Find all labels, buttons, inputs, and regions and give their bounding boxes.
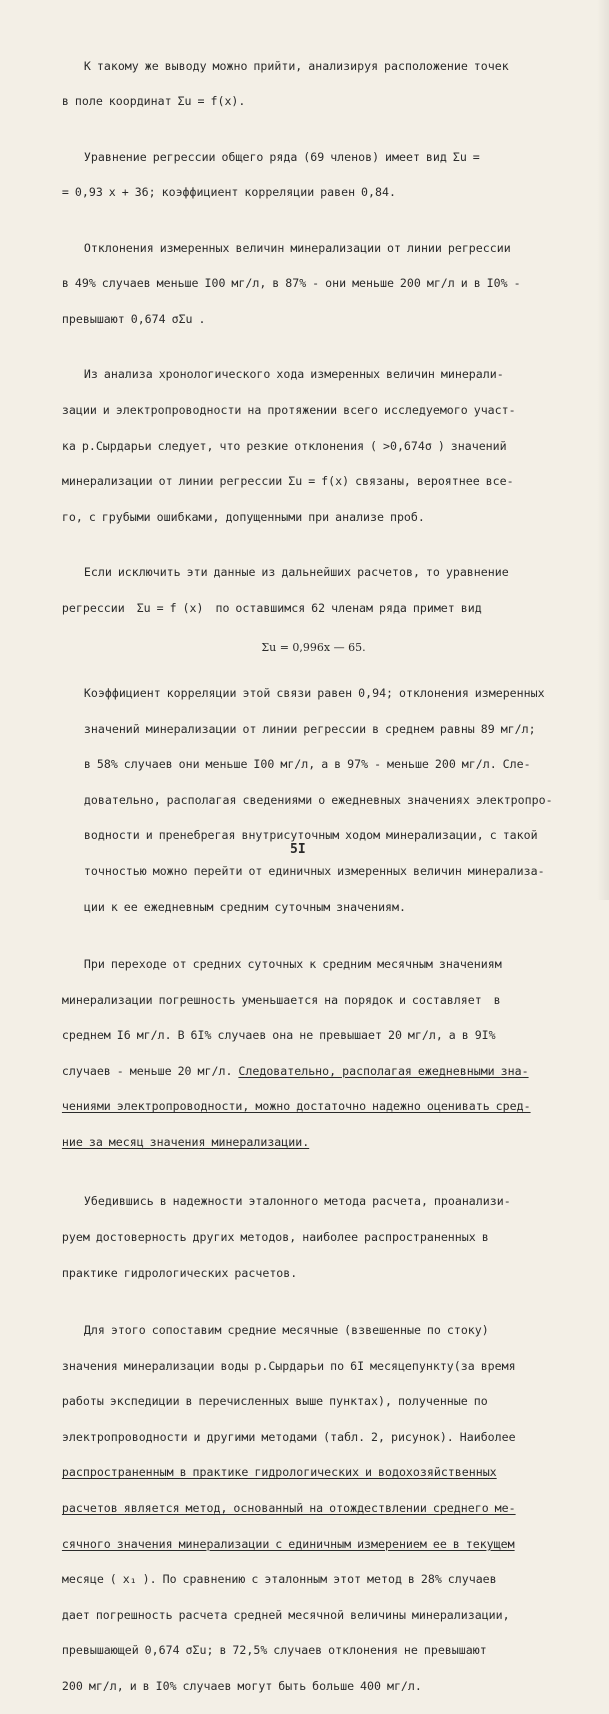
text-line: в 49% случаев меньше I00 мг/л, в 87% - они меньше 200 мг/л и в I0% - <box>61 276 521 291</box>
text-line: Убедившись в надежности эталонного метода расчета, проанализи- <box>83 1194 511 1209</box>
text-line: дает погрешность расчета средней месячной величины минерализации, <box>61 1607 510 1622</box>
paragraph-1 <box>60 40 567 129</box>
underlined-text: распространенным в практике гидрологических и водохозяйственных <box>61 1465 497 1480</box>
text-line: регрессии Σu = f (x) по оставшимся 62 членам ряда примет вид <box>61 600 482 615</box>
paragraph-3 <box>60 222 567 347</box>
underlined-text: ние за месяц значения минерализации. <box>61 1135 310 1150</box>
text-line: руем достоверность других методов, наиболее распространенных в <box>61 1230 489 1244</box>
text-line: При переходе от средних суточных к средним месячным значениям <box>83 957 502 972</box>
text-line: Коэффициент корреляции этой связи равен 0,94; отклонения измеренных <box>83 686 545 701</box>
text-line: случаев - меньше 20 мг/л. <box>61 1063 239 1078</box>
text-line: минерализации от линии регрессии Σu = f(x) связаны, вероятнее все- <box>61 474 514 489</box>
text-line: довательно, располагая сведениями о ежедневных значениях электропро- <box>83 792 553 807</box>
text-line: ка р.Сырдарьи следует, что резкие отклонения ( >0,674σ ) значений <box>61 438 507 453</box>
text-line: 200 мг/л, и в I0% случаев могут быть больше 400 мг/л. <box>61 1678 422 1693</box>
text-line: в поле координат Σu = f(x). <box>61 94 246 109</box>
text-line: го, с грубыми ошибками, допущенными при анализе проб. <box>61 509 425 524</box>
text-line: месяце ( x₁ ). По сравнению с эталонным этот метод в 28% случаев <box>61 1572 497 1587</box>
text-line: электропроводности и другими методами (табл. 2, рисунок). <box>61 1429 460 1444</box>
text-line: значения минерализации воды р.Сырдарьи по 6I месяцепункту(за время <box>61 1358 516 1373</box>
text-line: практике гидрологических расчетов. <box>61 1265 298 1280</box>
paragraph-2 <box>60 131 567 220</box>
underlined-text: расчетов является метод, основанный на отождествлении среднего ме- <box>61 1500 516 1515</box>
text-line: превышают 0,674 σΣu . <box>61 311 206 326</box>
regression-formula: Σu = 0,996x — 65. <box>261 641 366 655</box>
text-line: зации и электропроводности на протяжении всего исследуемого участ- <box>61 402 516 417</box>
text-line: Отклонения измеренных величин минерализации от линии регрессии <box>83 240 511 255</box>
paragraph-5 <box>60 546 567 635</box>
paragraph-8 <box>60 1176 567 1301</box>
text-line: Уравнение регрессии общего ряда (69 членов) имеет вид Σu = <box>83 149 480 164</box>
text-line: водности и пренебрегая внутрисуточным ходом минерализации, с такой <box>83 828 538 843</box>
underlined-text: чениями электропроводности, можно достаточно надежно оценивать сред- <box>61 1099 531 1114</box>
text-line: Для этого сопоставим средние месячные (взвешенные по стоку) <box>83 1322 489 1337</box>
underlined-text: сячного значения минерализации с единичным измерением ее в текущем <box>61 1536 515 1551</box>
paragraph-6 <box>60 667 567 934</box>
text-line: Наиболее <box>459 1429 516 1444</box>
text-line: К такому же выводу можно прийти, анализируя расположение точек <box>83 58 509 73</box>
text-line: Из анализа хронологического хода измеренных величин минерали- <box>83 367 504 382</box>
paragraph-9 <box>60 1304 567 1713</box>
page-number: 5I <box>290 842 306 857</box>
text-line: точностью можно перейти от единичных измеренных величин минерализа- <box>83 864 545 879</box>
paragraph-7 <box>60 938 567 1169</box>
paragraph-4 <box>60 349 567 545</box>
text-line: Если исключить эти данные из дальнейших расчетов, то уравнение <box>83 565 509 580</box>
underlined-text: Следовательно, располагая ежедневными зна- <box>238 1063 529 1078</box>
text-line: ции к ее ежедневным средним суточным значениям. <box>83 899 406 914</box>
text-line: работы экспедиции в перечисленных выше пунктах), полученные по <box>61 1394 488 1409</box>
text-line: = 0,93 x + 36; коэффициент корреляции равен 0,84. <box>61 185 396 200</box>
page-edge-shadow <box>597 0 609 900</box>
text-line: среднем I6 мг/л. В 6I% случаев она не превышает 20 мг/л, а в 9I% <box>61 1028 496 1043</box>
text-line: минерализации погрешность уменьшается на порядок и составляет в <box>61 992 501 1007</box>
text-line: значений минерализации от линии регрессии в среднем равны 89 мг/л; <box>83 721 536 736</box>
text-line: в 58% случаев они меньше I00 мг/л, а в 97% - меньше 200 мг/л. Сле- <box>83 757 531 772</box>
text-line: превышающей 0,674 σΣu; в 72,5% случаев отклонения не превышают <box>61 1643 487 1658</box>
